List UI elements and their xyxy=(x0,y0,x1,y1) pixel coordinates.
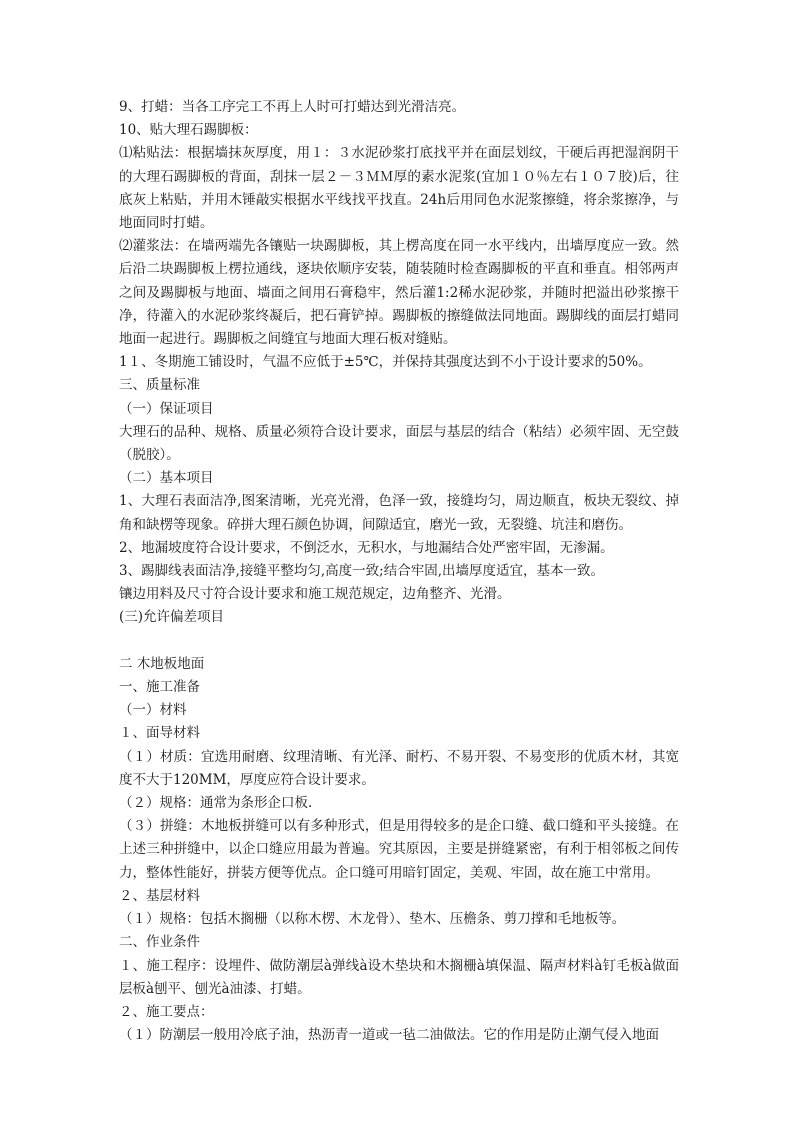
paragraph-adhesive-method: ⑴粘贴法：根据墙抹灰厚度，用１：３水泥砂浆打底找平并在面层划纹，干硬后再把湿润阴干的大理石踢脚板的背面，刮抹一层２－３ＭＭ厚的素水泥浆(宜加１０％左右１０７胶)后，往底灰上粘贴，并用木锤敲实根据水平线找平找直。24h后用同色水泥浆擦缝，将余浆擦净，与地面同时打蜡。 xyxy=(119,145,679,232)
paragraph-moisture-layer: （１）防潮层一般用冷底子油，热沥青一道或一毡二油做法。它的作用是防止潮气侵入地面 xyxy=(119,1027,659,1044)
paragraph-step-9-waxing: 9、打蜡：当各工序完工不再上人时可打蜡达到光滑洁亮。 xyxy=(119,99,466,115)
paragraph-guarantee-items: 大理石的品种、规格、质量必须符合设计要求，面层与基层的结合（粘结）必须牢固、无空鼓（脱胶）。 xyxy=(119,423,679,464)
heading-quality-standards: 三、质量标准 xyxy=(119,377,200,394)
paragraph-joints: （３）拼缝：木地板拼缝可以有多种形式，但是用得较多的是企口缝、截口缝和平头接缝。在上述三种拼缝中，以企口缝应用最为普遍。究其原因，主要是拼缝紧密，有利于相邻板之间传力，整体性能好，拼装方便等优点。企口缝可用暗钉固定，美观、牢固，故在施工中常用。 xyxy=(119,818,679,881)
paragraph-basic-item-3: 3、踢脚线表面洁净,接缝平整均匀,高度一致;结合牢固,出墙厚度适宜，基本一致。 xyxy=(119,563,605,580)
paragraph-base-spec: （１）规格：包括木搁栅（以称木楞、木龙骨）、垫木、压檐条、剪刀撑和毛地板等。 xyxy=(119,911,626,928)
paragraph-winter-construction: 1１、冬期施工铺设时，气温不应低于±5℃，并保持其强度达到不小于设计要求的50%。 xyxy=(119,354,652,371)
heading-construction-points: ２、施工要点： xyxy=(119,1003,214,1020)
paragraph-material-quality: （１）材质：宜选用耐磨、纹理清晰、有光泽、耐朽、不易开裂、不易变形的优质木材，其宽度不大于120MM，厚度应符合设计要求。 xyxy=(119,748,679,788)
heading-work-conditions: 二、作业条件 xyxy=(119,934,200,951)
heading-allowable-deviation: (三)允许偏差项目 xyxy=(119,609,225,626)
paragraph-edging: 镶边用料及尺寸符合设计要求和施工规范规定，边角整齐、光滑。 xyxy=(119,586,511,603)
paragraph-specification: （２）规格：通常为条形企口板. xyxy=(119,795,313,812)
paragraph-grouting-method: ⑵灌浆法：在墙两端先各镶贴一块踢脚板，其上楞高度在同一水平线内，出墙厚度应一致。然后沿二块踢脚板上楞拉通线，逐块依顺序安装，随装随时检查踢脚板的平直和垂直。相邻两声之间及踢脚板与地面、墙面之间用石膏稳牢，然后灌1:2稀水泥砂浆，并随时把溢出砂浆擦干净，待灌入的水泥砂浆终凝后，把石膏铲掉。踢脚板的擦缝做法同地面。踢脚线的面层打蜡同地面一起进行。踢脚板之间缝宜与地面大理石板对缝贴。 xyxy=(119,238,679,348)
heading-basic-items: （二）基本项目 xyxy=(119,470,214,487)
paragraph-step-10-heading: 10、贴大理石踢脚板： xyxy=(119,122,258,139)
paragraph-construction-procedure: １、施工程序：设埋件、做防潮层à弹线à设木垫块和木搁栅à填保温、隔声材料à钉毛板à做面层板à刨平、刨光à油漆、打蜡。 xyxy=(119,957,679,997)
heading-base-materials: ２、基层材料 xyxy=(119,887,200,904)
heading-construction-prep: 一、施工准备 xyxy=(119,679,200,696)
heading-materials: （一）材料 xyxy=(119,702,187,719)
heading-surface-materials: １、面导材料 xyxy=(119,725,200,742)
blank-line xyxy=(119,630,679,653)
paragraph-basic-item-1: 1、大理石表面洁净,图案清晰，光亮光滑，色泽一致，接缝均匀，周边顺直，板块无裂纹、掉角和缺楞等现象。碎拼大理石颜色协调，间隙适宜，磨光一致，无裂缝、坑洼和磨伤。 xyxy=(119,493,679,533)
heading-wood-floor: 二 木地板地面 xyxy=(119,655,205,672)
document-body xyxy=(119,96,679,1047)
paragraph-basic-item-2: 2、地漏坡度符合设计要求，不倒泛水，无积水，与地漏结合处严密牢固，无渗漏。 xyxy=(119,539,614,556)
heading-guarantee-items: （一）保证项目 xyxy=(119,400,214,417)
